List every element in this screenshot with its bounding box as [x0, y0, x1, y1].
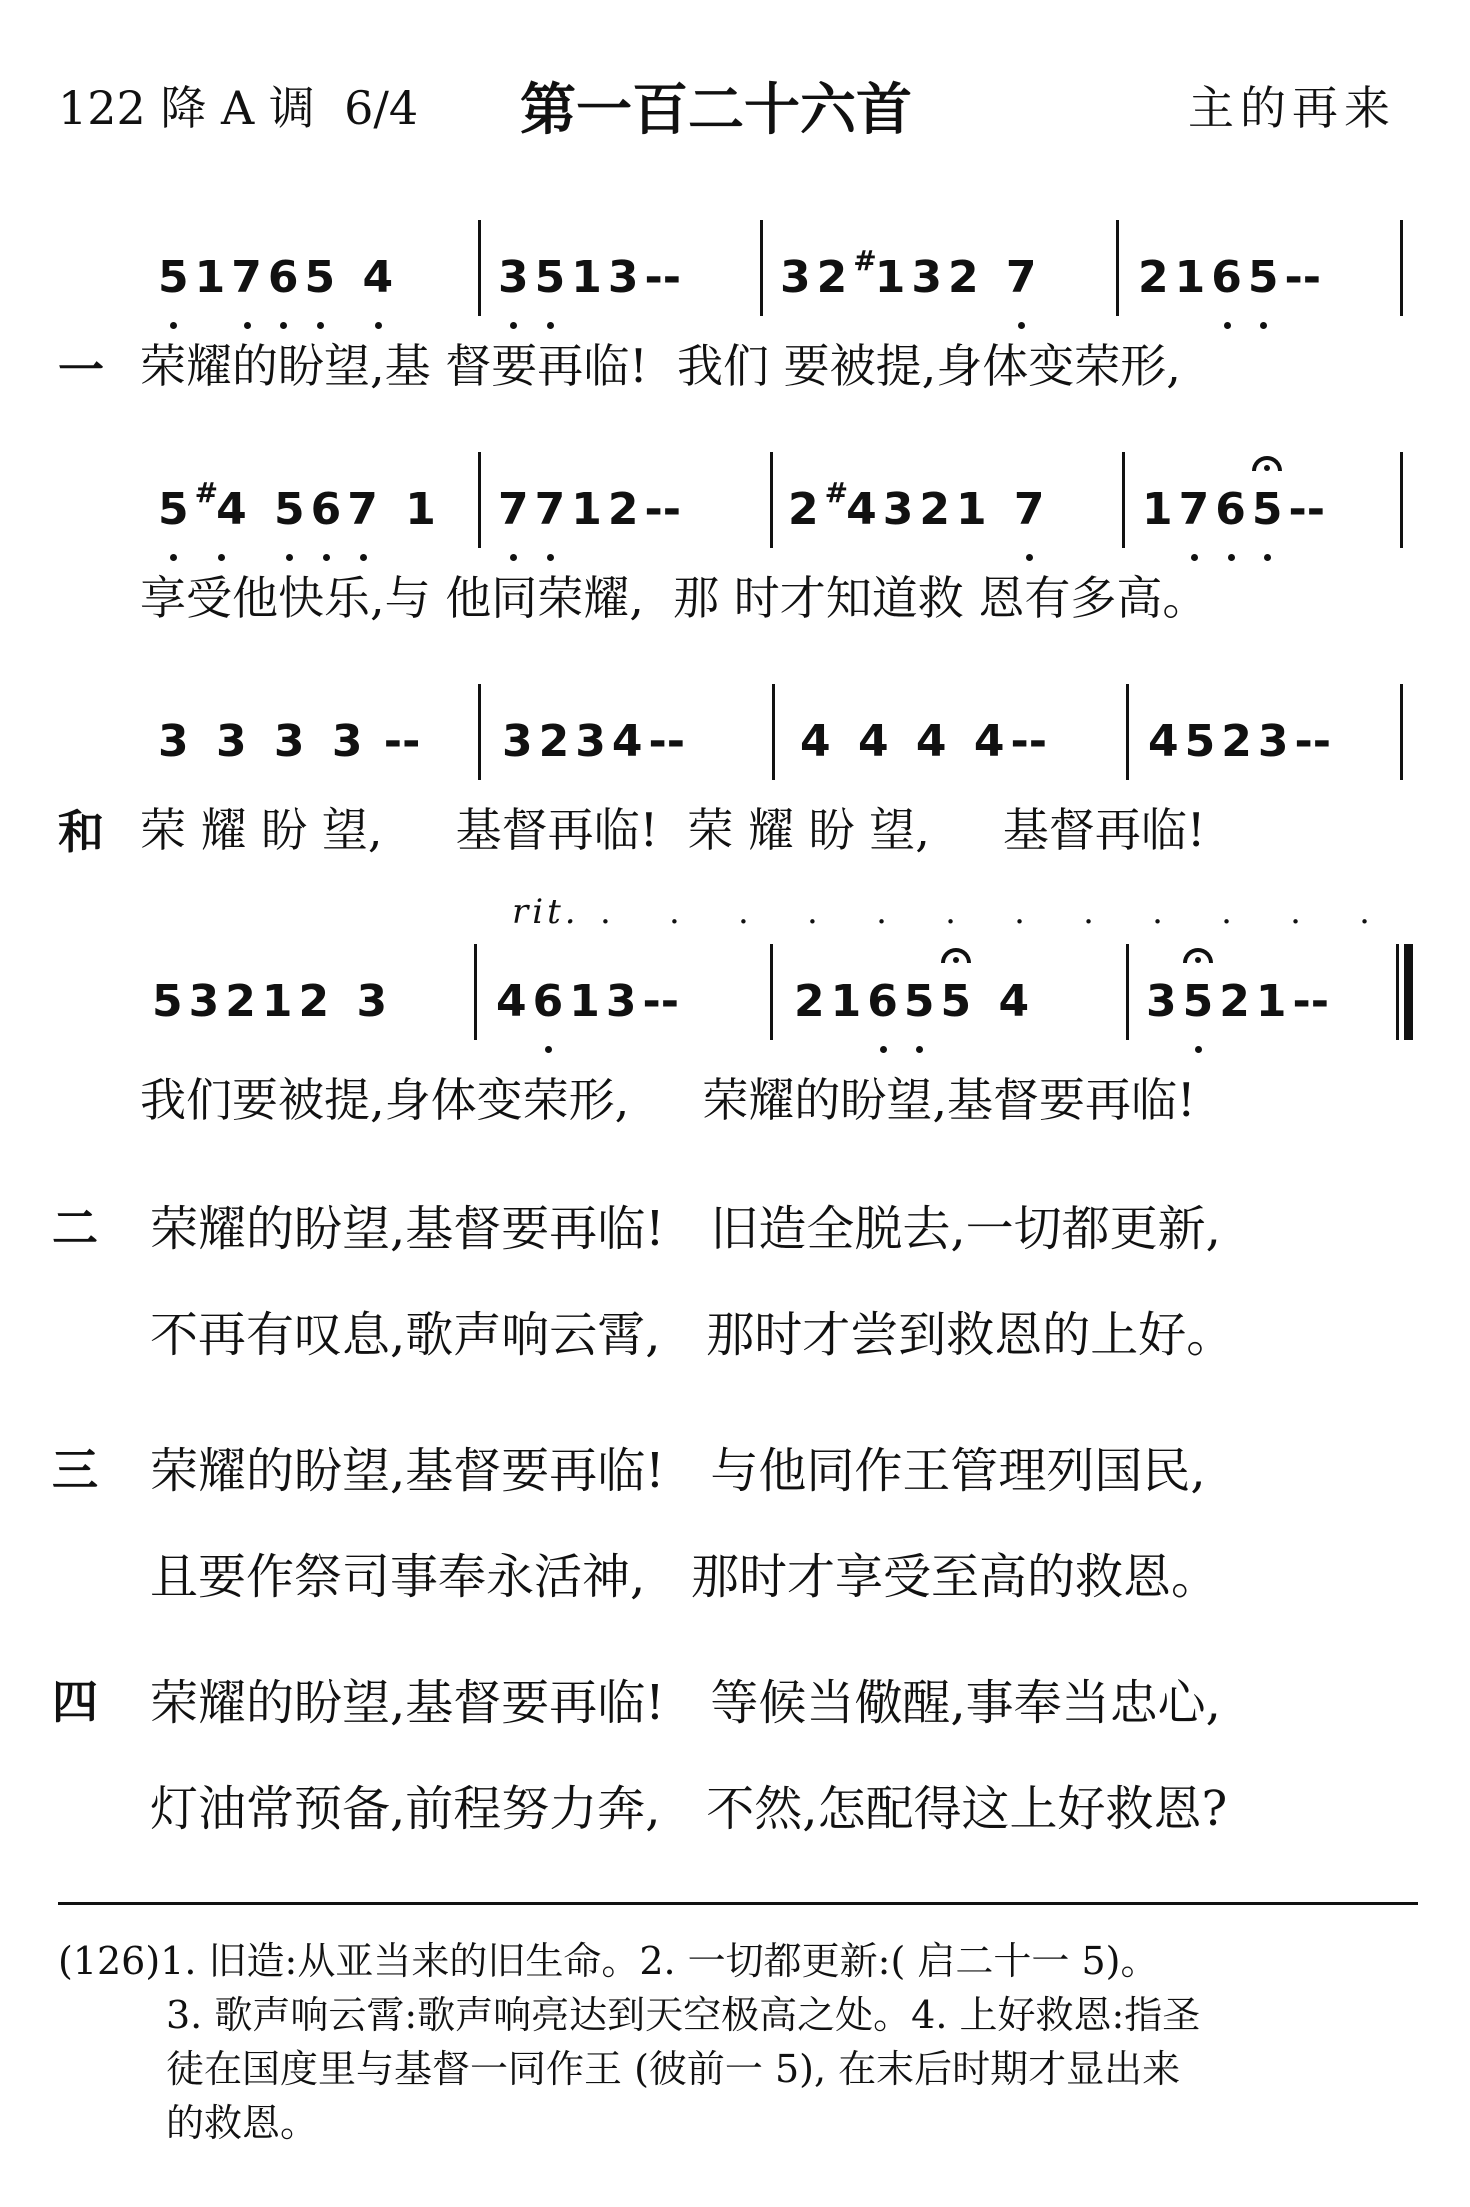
note	[919, 484, 950, 535]
note	[831, 976, 862, 1027]
lower-octave-dot-icon	[1018, 322, 1025, 329]
note-digit: --	[1010, 716, 1048, 767]
verse-number: 四	[52, 1675, 98, 1729]
note-digit	[253, 484, 268, 535]
bar-line	[1400, 220, 1403, 316]
note-digit: 5	[1182, 976, 1214, 1027]
hymn-number-key-meter: 122 降 A 调 6/4	[58, 81, 419, 135]
note-digit: 7	[1013, 484, 1045, 535]
note	[1211, 252, 1242, 303]
note-spacer	[335, 976, 350, 1027]
bar-line	[770, 944, 773, 1040]
note	[498, 484, 529, 535]
note-digit: 5	[158, 252, 189, 303]
note-digit: 4	[857, 716, 889, 767]
notation-staff	[138, 682, 1416, 792]
note-spacer	[253, 484, 268, 535]
note-digit: 7	[534, 484, 566, 535]
note	[788, 484, 819, 535]
note	[1258, 716, 1289, 767]
note	[1248, 252, 1279, 303]
measure	[780, 244, 1043, 303]
notation-staff	[138, 450, 1416, 560]
measure	[1138, 252, 1327, 303]
note-digit: 3	[188, 976, 220, 1027]
note	[998, 976, 1029, 1027]
note-digit: 3	[498, 252, 529, 303]
lower-octave-dot-icon	[244, 322, 251, 329]
verse-number: 二	[52, 1201, 98, 1255]
lower-octave-dot-icon	[317, 322, 324, 329]
note-digit: --	[1284, 252, 1322, 303]
lower-octave-dot-icon	[510, 554, 517, 561]
note	[496, 976, 527, 1027]
note	[956, 484, 987, 535]
note-digit	[253, 716, 268, 767]
note	[800, 716, 831, 767]
note-digit: 7	[231, 252, 262, 303]
measure	[158, 476, 442, 535]
note-spacer	[384, 484, 399, 535]
note	[608, 252, 639, 303]
note	[152, 976, 183, 1027]
note-digit: 4	[611, 716, 643, 767]
lower-octave-dot-icon	[880, 1046, 887, 1053]
note-digit: --	[644, 252, 682, 303]
note-digit: 1	[1255, 976, 1287, 1027]
note	[1185, 716, 1216, 767]
note	[332, 716, 363, 767]
note-extension	[645, 484, 682, 535]
note	[794, 976, 825, 1027]
note-digit: 3	[273, 716, 305, 767]
note	[904, 976, 935, 1027]
note-digit: 7	[347, 484, 378, 535]
bar-line	[478, 220, 481, 316]
note-spacer	[253, 716, 268, 767]
lower-octave-dot-icon	[1264, 554, 1271, 561]
note-digit: 1	[955, 484, 987, 535]
note-digit: 1	[261, 976, 293, 1027]
bar-line	[772, 684, 775, 780]
note	[305, 252, 336, 303]
note	[571, 484, 602, 535]
note-digit: 4	[362, 252, 394, 303]
lower-octave-dot-icon	[170, 554, 177, 561]
ritardando-mark: rit.	[512, 892, 580, 932]
note	[1183, 976, 1214, 1027]
note	[405, 484, 436, 535]
note-digit: 2	[919, 484, 950, 535]
note-digit: 3	[331, 716, 363, 767]
note-digit: --	[1288, 484, 1326, 535]
verse-line: 灯油常预备,前程努力奔, 不然,怎配得这上好救恩?	[150, 1781, 1228, 1837]
note-digit: 6	[1215, 484, 1246, 535]
note-digit: 6	[532, 976, 564, 1027]
note-digit: 5	[152, 976, 183, 1027]
bar-line	[1122, 452, 1125, 548]
note	[608, 484, 639, 535]
note-extension	[368, 716, 420, 767]
note	[858, 716, 889, 767]
note-digit	[335, 976, 350, 1027]
note-spacer	[985, 252, 1000, 303]
note	[1252, 484, 1283, 535]
note-digit: 2	[607, 484, 639, 535]
measure	[152, 976, 393, 1027]
lower-octave-dot-icon	[218, 554, 225, 561]
note-extension	[1295, 716, 1332, 767]
lower-octave-dot-icon	[1191, 554, 1198, 561]
lower-octave-dot-icon	[170, 322, 177, 329]
note-digit	[977, 976, 992, 1027]
chorus-label: 和	[58, 805, 104, 859]
note-digit: 2	[816, 252, 848, 303]
note-digit: 3	[215, 716, 247, 767]
verse-line: 不再有叹息,歌声响云霄, 那时才尝到救恩的上好。	[150, 1307, 1235, 1363]
notation-staff	[138, 942, 1416, 1052]
note-digit: 5	[274, 484, 305, 535]
note-digit: 3	[911, 252, 942, 303]
note	[1006, 252, 1037, 303]
note-digit: --	[642, 976, 680, 1027]
verse-line: 荣耀的盼望,基督要再临! 旧造全脱去,一切都更新,	[150, 1201, 1221, 1257]
note-spacer	[195, 716, 210, 767]
note	[1179, 484, 1210, 535]
note	[535, 252, 566, 303]
note	[780, 252, 811, 303]
note-digit: 3	[607, 252, 639, 303]
note	[311, 484, 342, 535]
verse-line: 荣耀的盼望,基督要再临! 等候当儆醒,事奉当忠心,	[150, 1675, 1221, 1731]
note-digit: 3	[1146, 976, 1177, 1027]
note-digit: 2	[538, 716, 570, 767]
note-digit	[195, 716, 210, 767]
note	[274, 484, 305, 535]
measure	[496, 976, 685, 1027]
bar-line	[478, 684, 481, 780]
measure	[158, 716, 426, 767]
note	[916, 716, 947, 767]
note-extension	[1293, 976, 1330, 1027]
measure	[794, 976, 1035, 1027]
note-digit: 5	[1184, 716, 1216, 767]
note-digit: 2	[1221, 716, 1252, 767]
bar-line	[1116, 220, 1119, 316]
footnote-line: 的救恩。	[166, 2101, 319, 2145]
note-digit: 4	[496, 976, 527, 1027]
final-bar-line	[1396, 944, 1399, 1040]
note	[571, 252, 602, 303]
footnote-divider	[58, 1902, 1418, 1905]
measure	[1142, 484, 1331, 535]
lyric-line: 我们要被提,身体变荣形, 荣耀的盼望,基督要再临!	[140, 1073, 1196, 1127]
lower-octave-dot-icon	[547, 554, 554, 561]
measure	[1148, 716, 1337, 767]
note-digit: 2	[1219, 976, 1250, 1027]
note	[356, 976, 387, 1027]
note-digit: 6	[310, 484, 342, 535]
bar-line	[760, 220, 763, 316]
note-digit: 5	[1247, 252, 1279, 303]
lyric-line: 荣 耀 盼 望, 基督再临! 荣 耀 盼 望, 基督再临!	[140, 803, 1206, 857]
note-digit: 5	[940, 976, 972, 1027]
note	[216, 716, 247, 767]
note	[158, 252, 189, 303]
note-digit: 4	[915, 716, 947, 767]
note-digit: 1	[405, 484, 436, 535]
note-digit: 3	[356, 976, 388, 1027]
note	[194, 476, 247, 535]
bar-line	[770, 452, 773, 548]
note-digit: 4	[216, 484, 247, 535]
verse-label: 一	[58, 343, 104, 397]
note	[883, 484, 914, 535]
note	[498, 252, 529, 303]
note	[1175, 252, 1206, 303]
note-digit: --	[1294, 716, 1332, 767]
note-digit	[953, 716, 968, 767]
note	[533, 976, 564, 1027]
note-digit: --	[644, 484, 682, 535]
note	[195, 252, 226, 303]
measure	[498, 484, 687, 535]
note	[824, 476, 877, 535]
note	[347, 484, 378, 535]
note-digit: 4	[1148, 716, 1179, 767]
lower-octave-dot-icon	[510, 322, 517, 329]
notation-staff	[138, 218, 1416, 328]
note	[1221, 716, 1252, 767]
note-digit: 7	[1005, 252, 1037, 303]
note-digit: 1	[1174, 252, 1206, 303]
note	[268, 252, 299, 303]
fermata-icon	[1252, 456, 1282, 471]
bar-line	[1126, 684, 1129, 780]
fermata-icon	[941, 948, 971, 963]
note-digit: 3	[575, 716, 606, 767]
note-digit: 1	[571, 484, 602, 535]
note-digit: 4	[973, 716, 1005, 767]
hymn-subtitle: 主的再来	[1188, 81, 1396, 135]
note	[189, 976, 220, 1027]
note-digit: 4	[998, 976, 1030, 1027]
bar-line	[478, 452, 481, 548]
note-spacer	[837, 716, 852, 767]
note-digit: 5	[534, 252, 566, 303]
note-digit: 6	[867, 976, 898, 1027]
note	[948, 252, 979, 303]
note-extension	[1285, 252, 1322, 303]
note	[362, 252, 393, 303]
note-digit: 7	[1178, 484, 1210, 535]
note-spacer	[953, 716, 968, 767]
note	[1142, 484, 1173, 535]
fermata-icon	[1183, 948, 1213, 963]
lower-octave-dot-icon	[1195, 1046, 1202, 1053]
note-spacer	[311, 716, 326, 767]
lower-octave-dot-icon	[323, 554, 330, 561]
note-spacer	[977, 976, 992, 1027]
measure	[158, 252, 399, 303]
note	[974, 716, 1005, 767]
measure	[788, 476, 1051, 535]
sharp-icon: #	[824, 476, 849, 509]
note	[1138, 252, 1169, 303]
note	[569, 976, 600, 1027]
note-digit: 3	[158, 716, 189, 767]
note	[612, 716, 643, 767]
note-spacer	[341, 252, 356, 303]
note-extension	[649, 716, 686, 767]
note-digit: 5	[1251, 484, 1283, 535]
note	[853, 244, 906, 303]
note-digit: --	[648, 716, 686, 767]
note-digit: 3	[882, 484, 914, 535]
note-digit: 5	[304, 252, 336, 303]
note	[867, 976, 898, 1027]
bar-line	[474, 944, 477, 1040]
verse-line: 荣耀的盼望,基督要再临! 与他同作王管理列国民,	[150, 1443, 1206, 1499]
note	[606, 976, 637, 1027]
note-digit: --	[368, 716, 421, 767]
note	[299, 976, 330, 1027]
note	[1256, 976, 1287, 1027]
note-digit	[341, 252, 356, 303]
note-digit: 2	[788, 484, 819, 535]
note-digit: 7	[498, 484, 529, 535]
note-extension	[645, 252, 682, 303]
lower-octave-dot-icon	[1260, 322, 1267, 329]
final-bar-line	[1404, 944, 1413, 1040]
measure	[498, 252, 687, 303]
note	[1148, 716, 1179, 767]
verse-number: 三	[52, 1443, 98, 1497]
note-digit: --	[1292, 976, 1330, 1027]
note-digit: 5	[903, 976, 935, 1027]
note-digit	[837, 716, 852, 767]
note-digit: 5	[158, 484, 189, 535]
note-digit	[895, 716, 910, 767]
lower-octave-dot-icon	[547, 322, 554, 329]
note	[502, 716, 533, 767]
note-digit: 3	[780, 252, 811, 303]
note-digit: 2	[794, 976, 825, 1027]
bar-line	[1400, 452, 1403, 548]
note	[158, 484, 189, 535]
note-digit: 2	[298, 976, 330, 1027]
note	[941, 976, 972, 1027]
bar-line	[1400, 684, 1403, 780]
note	[1215, 484, 1246, 535]
ritardando-dots: . . . . . . . . . . . .	[600, 892, 1370, 932]
note-digit	[993, 484, 1008, 535]
note-digit: 1	[194, 252, 226, 303]
lower-octave-dot-icon	[1224, 322, 1231, 329]
note-spacer	[895, 716, 910, 767]
note	[158, 716, 189, 767]
note	[1014, 484, 1045, 535]
note	[535, 484, 566, 535]
note	[911, 252, 942, 303]
note	[817, 252, 848, 303]
footnote-line: (126)1. 旧造:从亚当来的旧生命。2. 一切都更新:( 启二十一 5)。	[58, 1939, 1159, 1983]
note-digit: 6	[267, 252, 299, 303]
footnote-line: 3. 歌声响云霄:歌声响亮达到天空极高之处。4. 上好救恩:指圣	[166, 1993, 1201, 2037]
lower-octave-dot-icon	[545, 1046, 552, 1053]
note	[231, 252, 262, 303]
note-digit: 3	[605, 976, 637, 1027]
note	[1146, 976, 1177, 1027]
note-digit: 2	[225, 976, 256, 1027]
lower-octave-dot-icon	[375, 322, 382, 329]
note	[539, 716, 570, 767]
note-extension	[1010, 716, 1047, 767]
measure	[502, 716, 691, 767]
note-digit	[384, 484, 399, 535]
note-digit: 1	[571, 252, 602, 303]
note-extension	[643, 976, 680, 1027]
note-digit: 3	[1257, 716, 1289, 767]
note-digit: 1	[830, 976, 862, 1027]
lower-octave-dot-icon	[360, 554, 367, 561]
verse-line: 且要作祭司事奉永活神, 那时才享受至高的救恩。	[150, 1549, 1220, 1605]
note-digit: 1	[569, 976, 600, 1027]
lower-octave-dot-icon	[1026, 554, 1033, 561]
note-digit: 6	[1211, 252, 1242, 303]
note	[225, 976, 256, 1027]
note-digit	[311, 716, 326, 767]
sharp-icon: #	[853, 244, 877, 277]
note	[1219, 976, 1250, 1027]
page-title: 第一百二十六首	[520, 77, 912, 143]
footnote-line: 徒在国度里与基督一同作王 (彼前一 5), 在末后时期才显出来	[166, 2047, 1181, 2091]
lyric-line: 荣耀的盼望,基 督要再临! 我们 要被提,身体变荣形,	[140, 339, 1181, 393]
note-digit: 2	[947, 252, 979, 303]
note-digit	[985, 252, 1000, 303]
sharp-icon: #	[194, 476, 219, 509]
note-spacer	[993, 484, 1008, 535]
note-digit: 1	[1142, 484, 1173, 535]
lyric-line: 享受他快乐,与 他同荣耀, 那 时才知道救 恩有多高。	[140, 571, 1209, 625]
note	[274, 716, 305, 767]
note-digit: 4	[846, 484, 877, 535]
lower-octave-dot-icon	[280, 322, 287, 329]
lower-octave-dot-icon	[1228, 554, 1235, 561]
lower-octave-dot-icon	[286, 554, 293, 561]
note	[575, 716, 606, 767]
bar-line	[1126, 944, 1129, 1040]
measure	[1146, 976, 1335, 1027]
note-digit: 1	[874, 252, 906, 303]
note	[262, 976, 293, 1027]
lower-octave-dot-icon	[916, 1046, 923, 1053]
note-digit: 4	[800, 716, 831, 767]
note-digit: 3	[502, 716, 533, 767]
note-digit: 2	[1138, 252, 1169, 303]
measure	[800, 716, 1053, 767]
note-extension	[1289, 484, 1326, 535]
